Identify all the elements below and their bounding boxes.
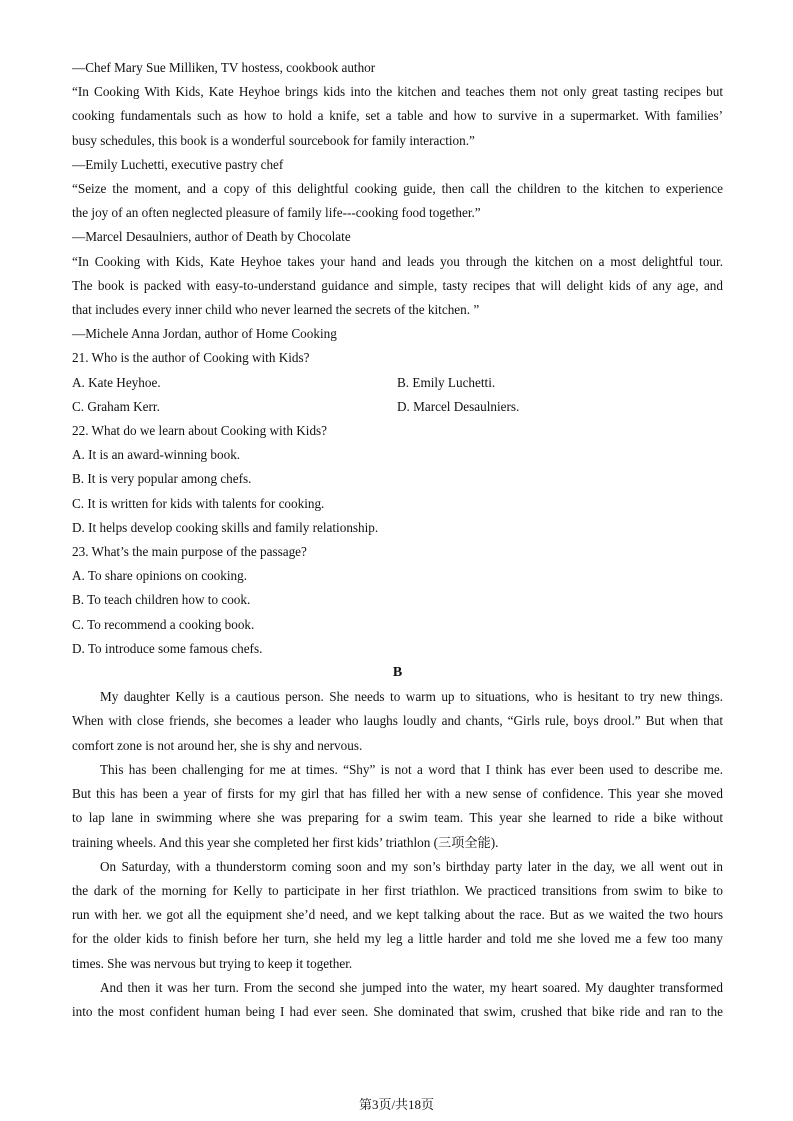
answer-option: B. It is very popular among chefs. bbox=[72, 471, 252, 487]
review-quote-line: The book is packed with easy-to-understand guidance and simple, tasty recipes that will delight kids of any age, and bbox=[72, 277, 723, 293]
paragraph-line: comfort zone is not around her, she is shy and nervous. bbox=[72, 737, 363, 753]
review-attribution: —Marcel Desaulniers, author of Death by Chocolate bbox=[72, 229, 351, 245]
page-footer: 第3页/共18页 bbox=[358, 1097, 435, 1112]
answer-option: C. To recommend a cooking book. bbox=[72, 616, 255, 632]
answer-option: C. Graham Kerr. bbox=[72, 398, 160, 414]
paragraph-line: times. She was nervous but trying to keep it together. bbox=[72, 955, 353, 971]
answer-option: D. Marcel Desaulniers. bbox=[397, 398, 520, 414]
paragraph-line: This has been challenging for me at times. “Shy” is not a word that I think has ever been used to describe me. bbox=[100, 761, 723, 777]
paragraph-line: But this has been a year of firsts for my girl that has filled her with a new sense of confidence. This year she moved bbox=[72, 786, 723, 802]
review-attribution: —Emily Luchetti, executive pastry chef bbox=[72, 156, 284, 172]
paragraph-line: for the older kids to finish before her turn, she held my leg a little harder and told me she loved me a few too many bbox=[72, 931, 723, 947]
review-quote-line: the joy of an often neglected pleasure of family life---cooking food together.” bbox=[72, 205, 481, 221]
answer-option: A. Kate Heyhoe. bbox=[72, 374, 161, 390]
review-attribution: —Michele Anna Jordan, author of Home Cooking bbox=[72, 326, 337, 342]
review-attribution: —Chef Mary Sue Milliken, TV hostess, cookbook author bbox=[72, 60, 376, 75]
paragraph bbox=[72, 685, 723, 758]
review-quote-line: “In Cooking With Kids, Kate Heyhoe brings kids into the kitchen and teaches them not only great tasting recipes but bbox=[72, 84, 723, 100]
paragraph-line: On Saturday, with a thunderstorm coming soon and my son’s birthday party later in the day, we all went out in bbox=[100, 858, 723, 874]
paragraph bbox=[72, 855, 723, 976]
question-stem: 22. What do we learn about Cooking with Kids? bbox=[72, 423, 328, 439]
answer-options-row bbox=[72, 371, 723, 395]
paragraph bbox=[72, 758, 723, 855]
document-page bbox=[72, 56, 723, 1024]
review-quote-line: “Seize the moment, and a copy of this delightful cooking guide, then call the children to the kitchen to experience bbox=[72, 181, 723, 197]
paragraph-line: run with her. we got all the equipment she’d need, and we kept talking about the race. But as we waited the two hours bbox=[72, 907, 723, 923]
paragraph-line: training wheels. And this year she completed her first kids’ triathlon (三项全能). bbox=[72, 834, 499, 850]
review-quote-line: that includes every inner child who never learned the secrets of the kitchen. ” bbox=[72, 302, 480, 318]
paragraph-line: And then it was her turn. From the second she jumped into the water, my heart soared. My daughter transformed bbox=[100, 979, 723, 995]
answer-option: C. It is written for kids with talents for cooking. bbox=[72, 495, 325, 511]
paragraph bbox=[72, 976, 723, 1024]
answer-option: A. To share opinions on cooking. bbox=[72, 568, 248, 584]
answer-option: B. Emily Luchetti. bbox=[397, 374, 496, 390]
paragraph-line: to lap lane in swimming where she was preparing for a swim team. This year she learned to ride a bike without bbox=[72, 810, 723, 826]
paragraph-line: into the most confident human being I had ever seen. She dominated that swim, crushed that bike ride and ran to the bbox=[72, 1003, 723, 1019]
paragraph-line: My daughter Kelly is a cautious person. She needs to warm up to situations, who is hesitant to try new things. bbox=[100, 689, 723, 705]
review-quote-line: cooking fundamentals such as how to hold a knife, set a table and how to survive in a supermarket. With families’ bbox=[72, 108, 723, 124]
review-quote-line: “In Cooking with Kids, Kate Heyhoe takes your hand and leads you through the kitchen on a most delightful tour. bbox=[72, 253, 723, 269]
question-stem: 23. What’s the main purpose of the passage? bbox=[72, 544, 307, 560]
section-heading: B bbox=[392, 665, 403, 681]
answer-option: D. It helps develop cooking skills and family relationship. bbox=[72, 519, 379, 535]
review-quote-line: busy schedules, this book is a wonderful sourcebook for family interaction.” bbox=[72, 132, 475, 148]
answer-option: A. It is an award-winning book. bbox=[72, 447, 241, 463]
answer-option: D. To introduce some famous chefs. bbox=[72, 640, 263, 656]
paragraph-line: the dark of the morning for Kelly to participate in her first triathlon. We practiced transitions from swim to bike to bbox=[72, 882, 723, 898]
paragraph-line: When with close friends, she becomes a leader who laughs loudly and chants, “Girls rule, boys drool.” But when that bbox=[72, 713, 723, 729]
question-stem: 21. Who is the author of Cooking with Kids? bbox=[72, 350, 310, 366]
answer-options-row bbox=[72, 395, 723, 419]
answer-option: B. To teach children how to cook. bbox=[72, 592, 251, 608]
